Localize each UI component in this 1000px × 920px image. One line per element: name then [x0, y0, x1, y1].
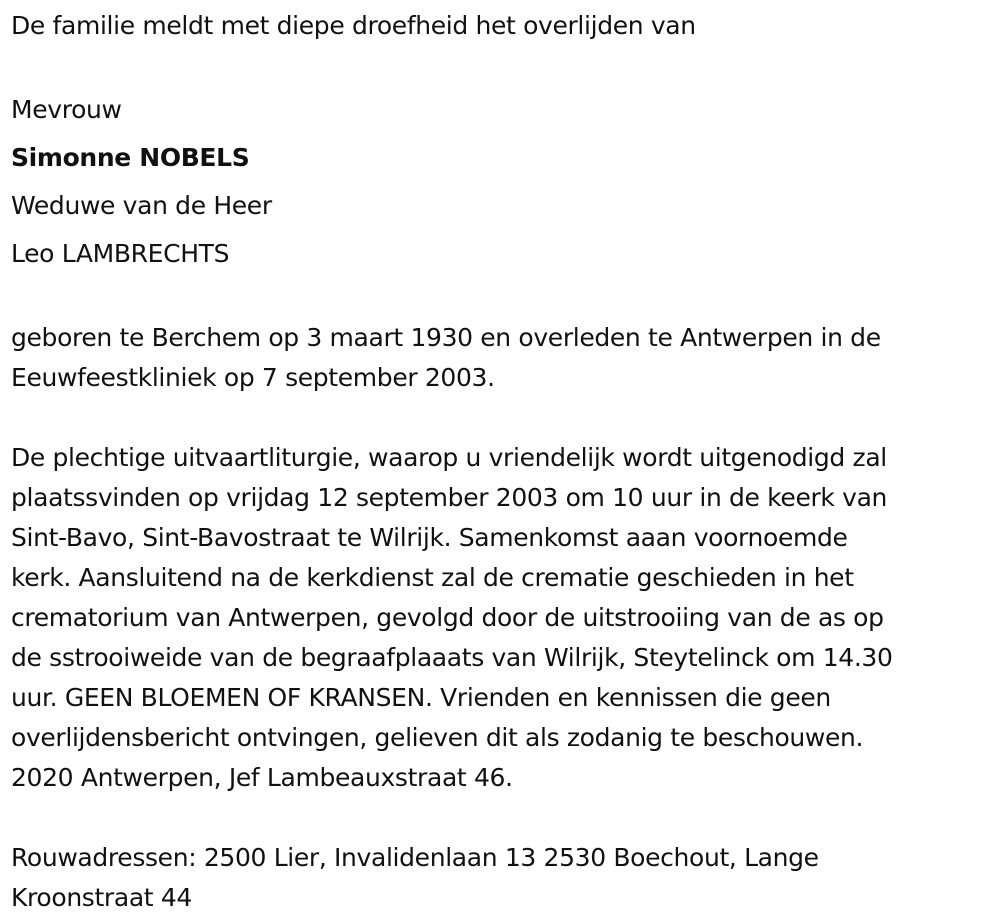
spouse-name: Leo LAMBRECHTS — [11, 239, 230, 268]
paragraph-line: uur. GEEN BLOEMEN OF KRANSEN. Vrienden en kennissen die geen — [11, 683, 831, 712]
ceremony-paragraph — [11, 438, 991, 798]
spacer — [11, 398, 991, 438]
condolence-addresses — [11, 838, 991, 918]
intro-line: De familie meldt met diepe droefheid het overlijden van — [11, 11, 696, 40]
birth-death-paragraph — [11, 318, 991, 398]
paragraph-line: plaatssvinden op vrijdag 12 september 2003 om 10 uur in de keerk van — [11, 483, 888, 512]
paragraph-line: Rouwadressen: 2500 Lier, Invalidenlaan 13 2530 Boechout, Lange — [11, 843, 819, 872]
paragraph-line: De plechtige uitvaartliturgie, waarop u vriendelijk wordt uitgenodigd zal — [11, 443, 887, 472]
paragraph-line: Sint-Bavo, Sint-Bavostraat te Wilrijk. Samenkomst aaan voornoemde — [11, 523, 848, 552]
spacer — [11, 798, 991, 838]
paragraph-line: 2020 Antwerpen, Jef Lambeauxstraat 46. — [11, 763, 513, 792]
paragraph-line: kerk. Aansluitend na de kerkdienst zal de crematie geschieden in het — [11, 563, 854, 592]
spacer — [11, 278, 991, 318]
salutation: Mevrouw — [11, 95, 122, 124]
widow-of-label: Weduwe van de Heer — [11, 191, 272, 220]
paragraph-line: Kroonstraat 44 — [11, 883, 192, 912]
spacer — [11, 46, 991, 86]
paragraph-line: overlijdensbericht ontvingen, gelieven dit als zodanig te beschouwen. — [11, 723, 864, 752]
paragraph-line: crematorium van Antwerpen, gevolgd door de uitstrooiing van de as op — [11, 603, 884, 632]
deceased-name: Simonne NOBELS — [11, 143, 250, 172]
paragraph-line: de sstrooiweide van de begraafplaaats van Wilrijk, Steytelinck om 14.30 — [11, 643, 893, 672]
obituary-notice — [11, 6, 991, 918]
paragraph-line: geboren te Berchem op 3 maart 1930 en overleden te Antwerpen in de — [11, 323, 881, 352]
name-block — [11, 86, 991, 278]
paragraph-line: Eeuwfeestkliniek op 7 september 2003. — [11, 363, 495, 392]
